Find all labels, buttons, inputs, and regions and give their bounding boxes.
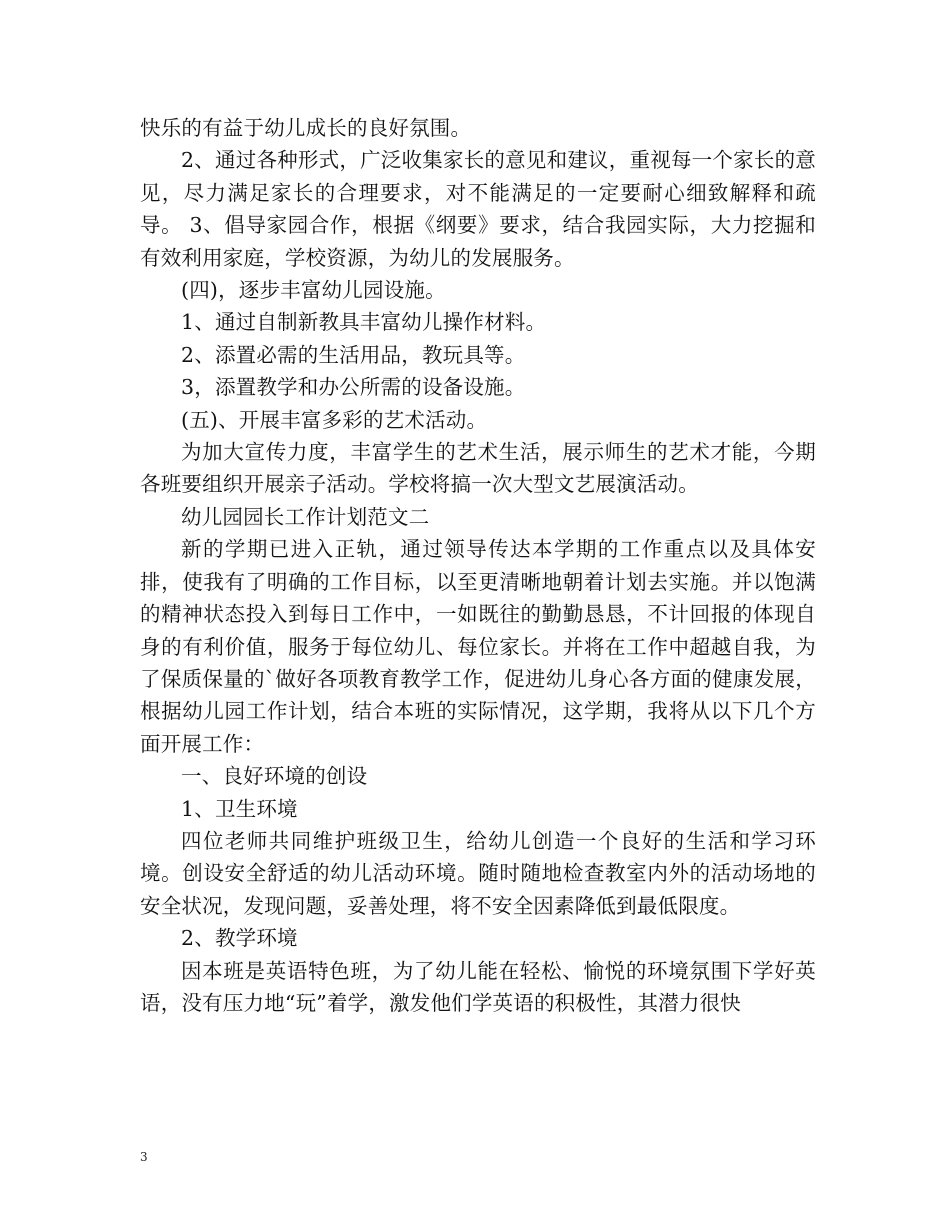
paragraph: 因本班是英语特色班，为了幼儿能在轻松、愉悦的环境氛围下学好英语，没有压力地“玩”着学，激发他们学英语的积极性，其潜力很快 (140, 958, 816, 1015)
paragraph: 2、通过各种形式，广泛收集家长的意见和建议，重视每一个家长的意见，尽力满足家长的合理要求，对不能满足的一定要耐心细致解释和疏导。 3、倡导家园合作，根据《纲要》要求，结合我园实际，大力挖掘和有效利用家庭，学校资源，为幼儿的发展服务。 (140, 148, 816, 270)
list-item: 2、添置必需的生活用品，教玩具等。 (181, 342, 526, 367)
paragraph: 快乐的有益于幼儿成长的良好氛围。 (140, 116, 472, 140)
document-body (140, 112, 816, 1019)
list-item: 3，添置教学和办公所需的设备设施。 (181, 375, 526, 400)
section-heading: (五)、开展丰富多彩的艺术活动。 (181, 407, 488, 432)
paragraph: 四位老师共同维护班级卫生，给幼儿创造一个良好的生活和学习环境。创设安全舒适的幼儿活动环境。随时随地检查教室内外的活动场地的安全状况，发现问题，妥善处理，将不安全因素降低到最低限度。 (140, 828, 816, 918)
paragraph: 新的学期已进入正轨，通过领导传达本学期的工作重点以及具体安排，使我有了明确的工作目标，以至更清晰地朝着计划去实施。并以饱满的精神状态投入到每日工作中，一如既往的勤勤恳恳，不计回报的体现自身的有利价值，服务于每位幼儿、每位家长。并将在工作中超越自我，为了保质保量的`做好各项教育教学工作，促进幼儿身心各方面的健康发展，根据幼儿园工作计划，结合本班的实际情况，这学期，我将从以下几个方面开展工作： (140, 537, 816, 756)
section-heading: 一、良好环境的创设 (181, 764, 368, 789)
document-title: 幼儿园园长工作计划范文二 (181, 504, 430, 529)
subsection-heading: 1、卫生环境 (181, 796, 298, 821)
subsection-heading: 2、教学环境 (181, 926, 298, 951)
page-number: 3 (140, 1150, 148, 1164)
section-heading: (四)，逐步丰富幼儿园设施。 (181, 278, 446, 303)
list-item: 1、通过自制新教具丰富幼儿操作材料。 (181, 310, 547, 335)
paragraph: 为加大宣传力度，丰富学生的艺术生活，展示师生的艺术才能，今期各班要组织开展亲子活动。学校将搞一次大型文艺展演活动。 (140, 440, 816, 497)
